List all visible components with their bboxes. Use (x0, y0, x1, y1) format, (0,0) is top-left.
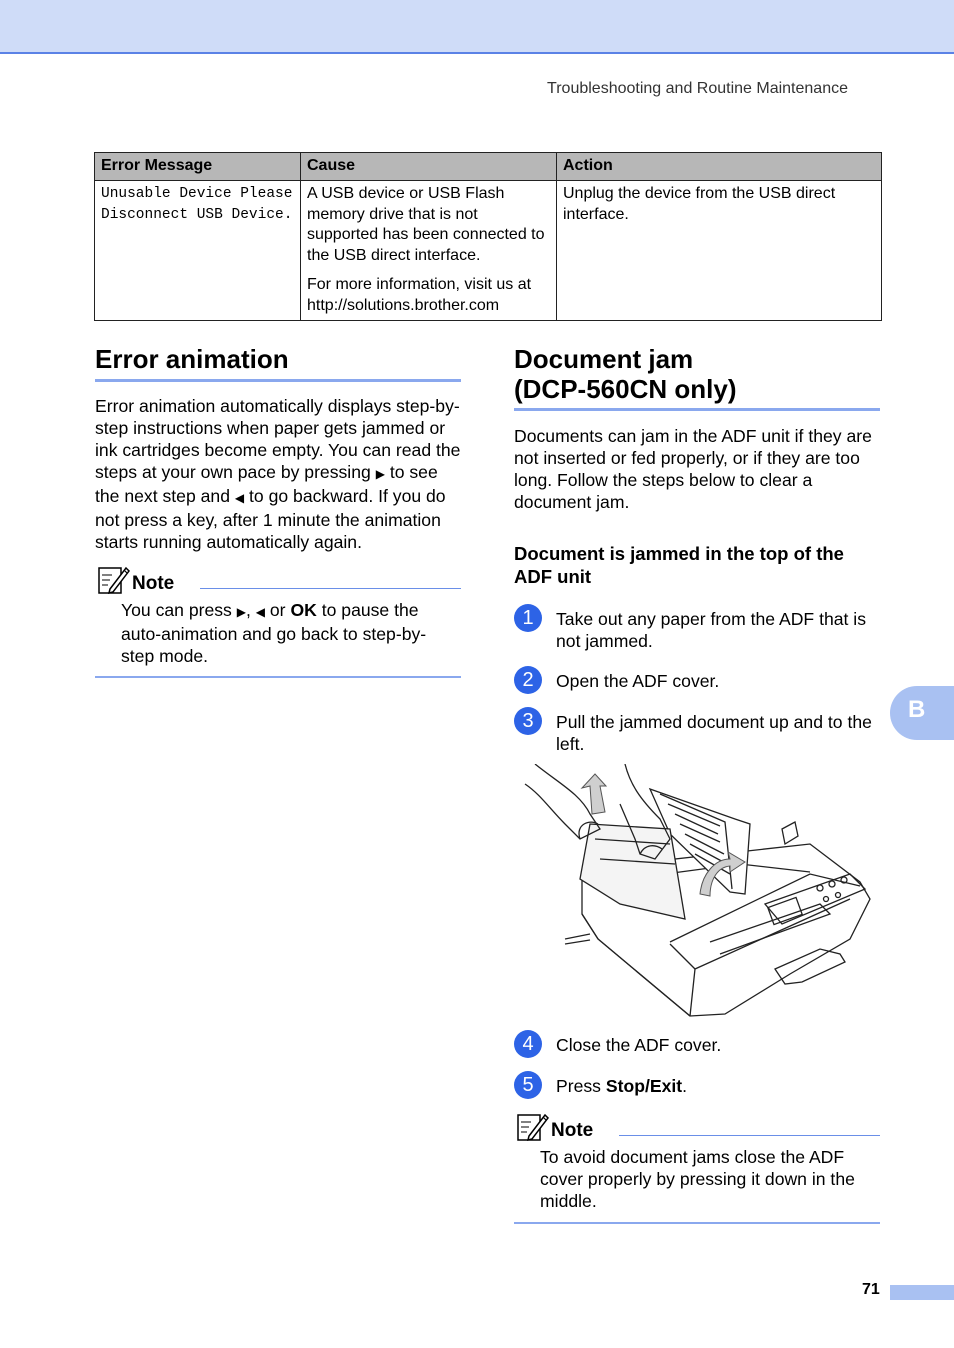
cause-text: A USB device or USB Flash memory drive that is not supported has been connected to the USB direct interface. (307, 185, 545, 264)
note-bottom-rule (514, 1222, 880, 1224)
page-number-bar (890, 1285, 954, 1300)
running-header: Troubleshooting and Routine Maintenance (547, 80, 848, 97)
ok-key-label: OK (290, 600, 317, 620)
stop-exit-key-label: Stop/Exit (605, 1076, 683, 1096)
note-text (121, 599, 456, 667)
step-number: 3 (514, 707, 542, 735)
table-row (95, 181, 882, 321)
error-table (94, 152, 882, 321)
chapter-tab-letter: B (908, 696, 926, 723)
column-header: Cause (301, 153, 557, 181)
paragraph-text: to go backward. If you do not press a key, after 1 minute the animation starts running automatically again. (95, 486, 446, 552)
step-number: 5 (514, 1071, 542, 1099)
step-text: Close the ADF cover. (556, 1035, 722, 1055)
action-cell: Unplug the device from the USB direct interface. (557, 181, 882, 321)
note-heading (98, 565, 174, 595)
section-rule (95, 379, 461, 382)
column-header: Error Message (95, 153, 301, 181)
top-banner (0, 0, 954, 54)
step-text: Open the ADF cover. (556, 671, 720, 691)
note-text-part: or (269, 600, 286, 620)
step-2 (514, 666, 884, 694)
note-text-part: , (245, 600, 251, 620)
section-rule (514, 408, 880, 411)
note-text-part: You can press (121, 600, 232, 620)
chapter-tab (890, 686, 954, 740)
step-text-part: Press (556, 1076, 601, 1096)
left-arrow-icon: ◀ (255, 605, 265, 619)
step-4 (514, 1030, 884, 1058)
step-3 (514, 707, 884, 755)
paragraph-text: Error animation automatically displays step-by-step instructions when paper gets jammed or ink cartridges become empty. You can read the steps at your own pace by pressing (95, 396, 461, 482)
cause-cell (301, 181, 557, 321)
left-arrow-icon: ◀ (234, 491, 245, 505)
cause-more-info: For more information, visit us at http://solutions.brother.com (307, 276, 532, 314)
error-message-line: Unusable Device Please (101, 186, 293, 202)
table-header-row (95, 153, 882, 181)
error-message-line: Disconnect USB Device. (101, 206, 293, 223)
note-bottom-rule (95, 676, 461, 678)
title-line: Document jam (514, 344, 694, 374)
note-label: Note (132, 573, 175, 594)
subheading-adf-top: Document is jammed in the top of the ADF unit (514, 543, 844, 587)
note-pencil-icon (517, 1112, 549, 1142)
note-heading (517, 1112, 593, 1142)
adf-jam-illustration (520, 764, 876, 1022)
title-line: (DCP-560CN only) (514, 374, 737, 404)
step-text: Pull the jammed document up and to the left. (556, 712, 872, 754)
error-animation-paragraph (95, 395, 465, 553)
step-1 (514, 604, 884, 652)
section-title-document-jam (514, 344, 736, 404)
note-label: Note (551, 1120, 594, 1141)
note-rule (200, 588, 461, 589)
step-number: 1 (514, 604, 542, 632)
step-text (556, 1071, 687, 1099)
note-rule (619, 1135, 880, 1136)
step-number: 2 (514, 666, 542, 694)
page-number: 71 (862, 1281, 880, 1298)
step-text: Take out any paper from the ADF that is not jammed. (556, 609, 867, 651)
document-jam-intro: Documents can jam in the ADF unit if they are not inserted or fed properly, or if they are too long. Follow the steps below to clear a document jam. (514, 426, 872, 512)
paragraph-text: to see the next step and (95, 462, 438, 506)
column-header: Action (557, 153, 882, 181)
step-5 (514, 1071, 884, 1099)
note-text-part: to pause the auto-animation and go back to step-by-step mode. (121, 600, 427, 666)
note-pencil-icon (98, 565, 130, 595)
error-message-cell (95, 181, 301, 321)
step-number: 4 (514, 1030, 542, 1058)
right-arrow-icon: ▶ (236, 605, 246, 619)
section-title-error-animation: Error animation (95, 344, 289, 374)
step-text-part: . (682, 1076, 688, 1096)
right-arrow-icon: ▶ (375, 467, 385, 481)
note-text: To avoid document jams close the ADF cover properly by pressing it down in the middle. (540, 1147, 855, 1211)
